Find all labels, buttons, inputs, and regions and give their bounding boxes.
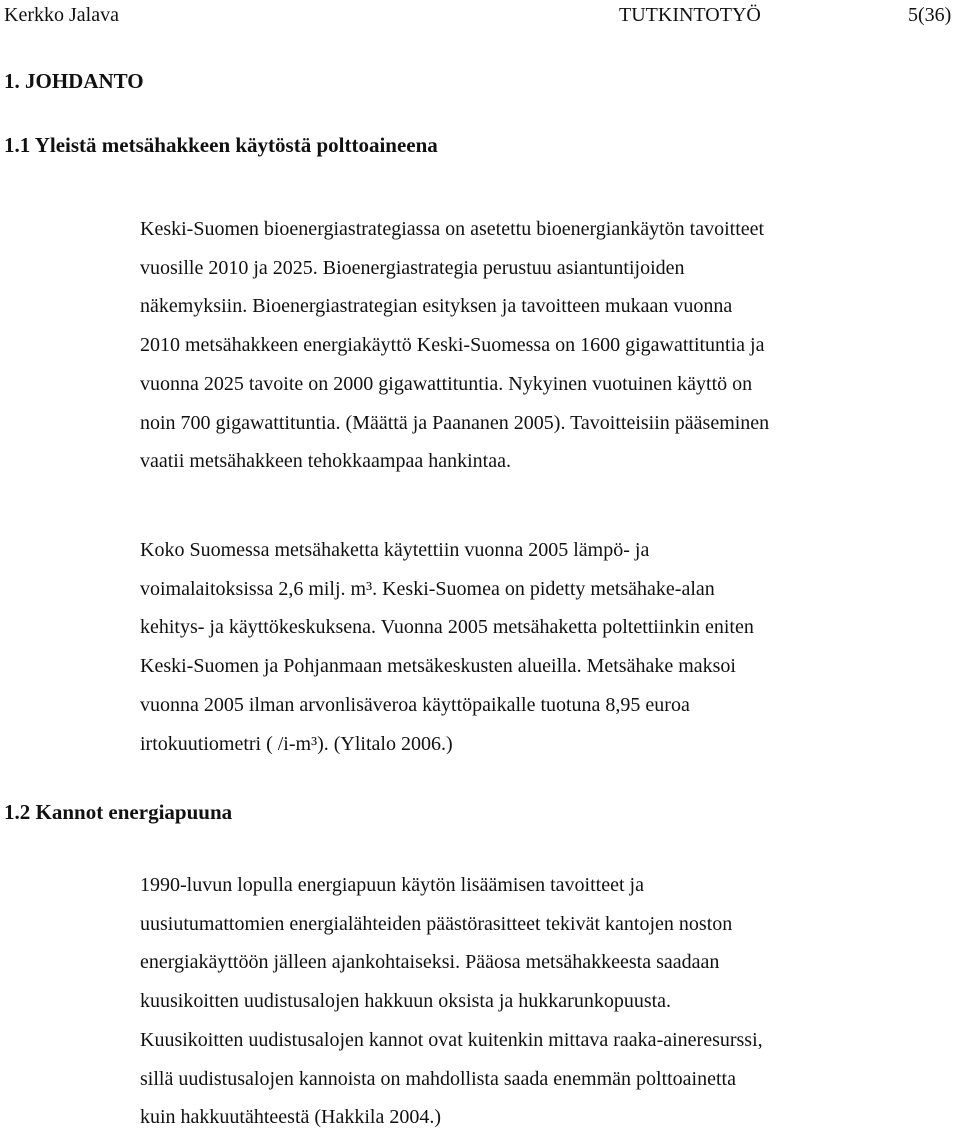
paragraph-line: Keski-Suomen bioenergiastrategiassa on asetettu bioenergiankäytön tavoitteet — [140, 218, 765, 240]
paragraph-line: Keski-Suomen ja Pohjanmaan metsäkeskusten alueilla. Metsähake maksoi — [140, 655, 736, 678]
paragraph-line: noin 700 gigawattituntia. (Määttä ja Paananen 2005). Tavoitteisiin pääseminen — [140, 411, 770, 434]
paragraph-line: vuosille 2010 ja 2025. Bioenergiastrategia perustuu asiantuntijoiden — [140, 256, 685, 279]
paragraph-line: sillä uudistusalojen kannoista on mahdollista saada enemmän polttoainetta — [140, 1067, 736, 1090]
paragraph-bioenergy-strategy — [140, 210, 950, 481]
paragraph-line: vuonna 2005 ilman arvonlisäveroa käyttöpaikalle tuotuna 8,95 euroa — [140, 693, 690, 716]
paragraph-line: uusiutumattomien energialähteiden päästörasitteet tekivät kantojen noston — [140, 912, 733, 935]
paragraph-line: kuin hakkuutähteestä (Hakkila 2004.) — [140, 1106, 442, 1129]
section-heading-1-1: 1.1 Yleistä metsähakkeen käytöstä polttoaineena — [4, 133, 438, 157]
paragraph-line: vaatii metsähakkeen tehokkaampaa hankintaa. — [140, 450, 511, 473]
paragraph-line: energiakäyttöön jälleen ajankohtaiseksi. Pääosa metsähakkeesta saadaan — [140, 951, 720, 974]
paragraph-line: Koko Suomessa metsähaketta käytettiin vuonna 2005 lämpö- ja — [140, 539, 650, 561]
paragraph-line: kehitys- ja käyttökeskuksena. Vuonna 2005 metsähaketta poltettiinkin eniten — [140, 616, 754, 639]
page-header — [0, 4, 960, 34]
paragraph-line: voimalaitoksissa 2,6 milj. m³. Keski-Suomea on pidetty metsähake-alan — [140, 577, 715, 600]
header-page-number: 5(36) — [908, 4, 952, 26]
paragraph-line: irtokuutiometri ( /i-m³). (Ylitalo 2006.) — [140, 732, 453, 755]
header-document-type: TUTKINTOTYÖ — [619, 4, 761, 26]
paragraph-forest-chip-usage — [140, 531, 950, 763]
paragraph-line: 1990-luvun lopulla energiapuun käytön lisäämisen tavoitteet ja — [140, 874, 644, 896]
section-heading-1-2: 1.2 Kannot energiapuuna — [4, 800, 233, 824]
paragraph-line: kuusikoitten uudistusalojen hakkuun oksista ja hukkarunkopuusta. — [140, 990, 672, 1013]
paragraph-line: Kuusikoitten uudistusalojen kannot ovat kuitenkin mittava raaka-aineresurssi, — [140, 1028, 763, 1051]
header-author: Kerkko Jalava — [4, 4, 119, 26]
paragraph-line: 2010 metsähakkeen energiakäyttö Keski-Suomessa on 1600 gigawattituntia ja — [140, 334, 765, 357]
paragraph-line: näkemyksiin. Bioenergiastrategian esityksen ja tavoitteen mukaan vuonna — [140, 295, 733, 318]
paragraph-stumps-energy — [140, 866, 950, 1137]
section-heading-johdanto: 1. JOHDANTO — [4, 69, 144, 93]
paragraph-line: vuonna 2025 tavoite on 2000 gigawattituntia. Nykyinen vuotuinen käyttö on — [140, 372, 753, 395]
